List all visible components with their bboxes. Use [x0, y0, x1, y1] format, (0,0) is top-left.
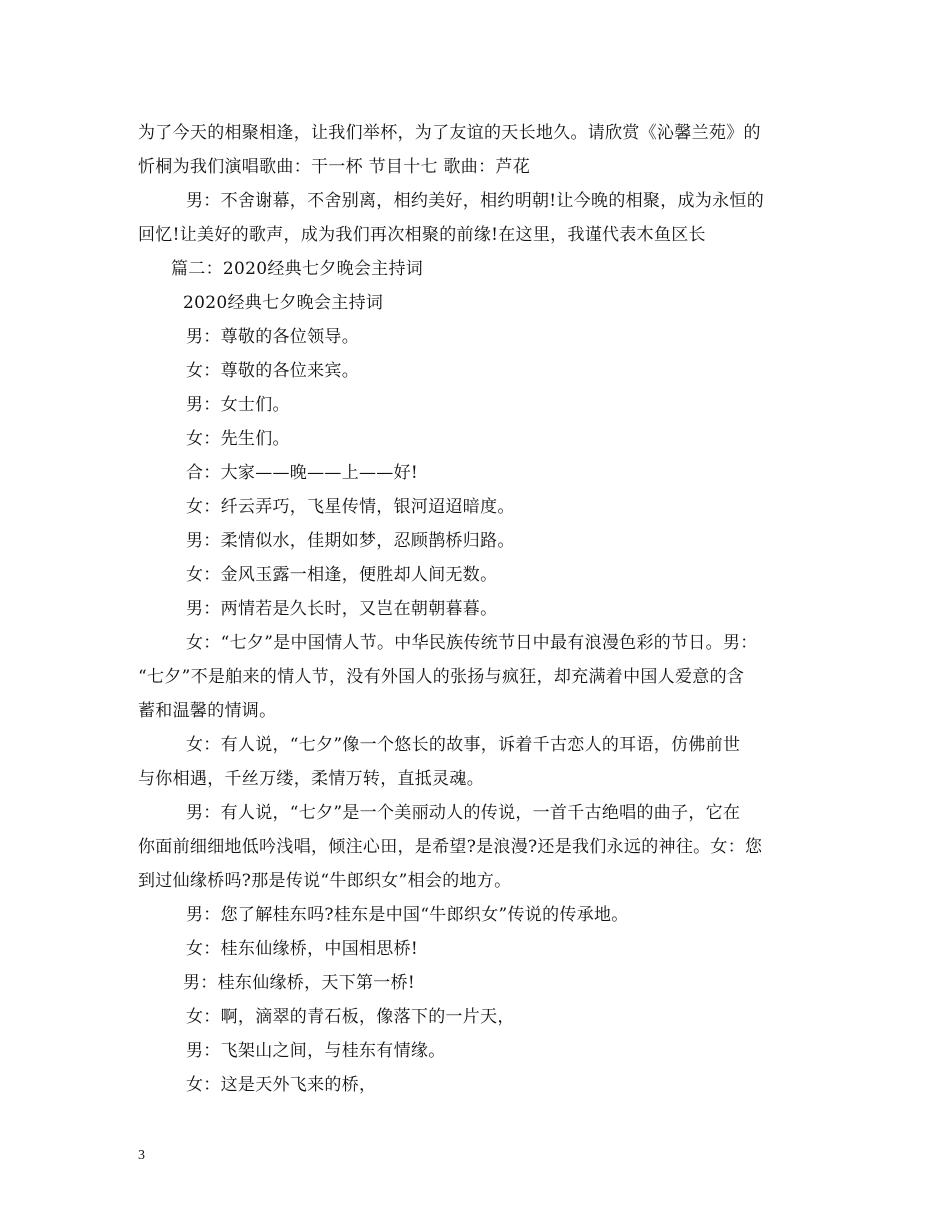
text-line: 男：有人说，“七夕”是一个美丽动人的传说，一首千古绝唱的曲子，它在 — [186, 803, 741, 823]
text-line: 男：桂东仙缘桥，天下第一桥! — [183, 973, 416, 993]
text-line: 女：有人说，“七夕”像一个悠长的故事，诉着千古恋人的耳语，仿佛前世 — [186, 735, 741, 755]
text-line: 男：两情若是久长时，又岂在朝朝暮暮。 — [186, 599, 498, 619]
text-line: 回忆!让美好的歌声，成为我们再次相聚的前缘!在这里，我谨代表木鱼区长 — [138, 225, 706, 245]
document-body — [138, 116, 818, 1102]
text-line: 女：尊敬的各位来宾。 — [186, 361, 359, 381]
text-line: 为了今天的相聚相逢，让我们举杯，为了友谊的天长地久。请欣赏《沁馨兰苑》的 — [138, 123, 761, 143]
text-line: 到过仙缘桥吗?那是传说“牛郎织女”相会的地方。 — [138, 871, 512, 891]
text-line: 男：飞架山之间，与桂东有情缘。 — [186, 1041, 446, 1061]
text-line: 女：金风玉露一相逢，便胜却人间无数。 — [186, 565, 498, 585]
page-number: 3 — [138, 1148, 145, 1163]
text-line: 与你相遇，千丝万缕，柔情万转，直抵灵魂。 — [138, 769, 484, 789]
text-line: 忻桐为我们演唱歌曲：干一杯 节目十七 歌曲：芦花 — [138, 157, 531, 177]
text-line: 男：女士们。 — [186, 395, 290, 415]
text-line: 女：这是天外飞来的桥， — [186, 1075, 377, 1095]
text-line: 男：不舍谢幕，不舍别离，相约美好，相约明朝!让今晚的相聚，成为永恒的 — [186, 191, 765, 211]
text-line: 男：您了解桂东吗?桂东是中国“牛郎织女”传说的传承地。 — [186, 905, 629, 925]
text-line: 女：纤云弄巧，飞星传情，银河迢迢暗度。 — [186, 497, 515, 517]
text-line: 男：柔情似水，佳期如梦，忍顾鹊桥归路。 — [186, 531, 515, 551]
text-line: 女：“七夕”是中国情人节。中华民族传统节日中最有浪漫色彩的节日。男： — [186, 633, 758, 653]
text-line: 女：桂东仙缘桥，中国相思桥! — [186, 939, 419, 959]
text-line: 男：尊敬的各位领导。 — [186, 327, 359, 347]
text-line: 你面前细细地低吟浅唱，倾注心田，是希望?是浪漫?还是我们永远的神往。女：您 — [138, 837, 763, 857]
text-line: 女：先生们。 — [186, 429, 290, 449]
text-line: 合：大家——晚——上——好! — [186, 463, 419, 483]
text-line: 女：啊，滴翠的青石板，像落下的一片天， — [186, 1007, 515, 1027]
text-line: 蓄和温馨的情调。 — [138, 701, 277, 721]
text-line: “七夕”不是舶来的情人节，没有外国人的张扬与疯狂，却充满着中国人爱意的含 — [138, 667, 745, 687]
section-heading: 篇二：2020经典七夕晚会主持词 — [171, 259, 424, 279]
document-title: 2020经典七夕晚会主持词 — [183, 293, 384, 313]
